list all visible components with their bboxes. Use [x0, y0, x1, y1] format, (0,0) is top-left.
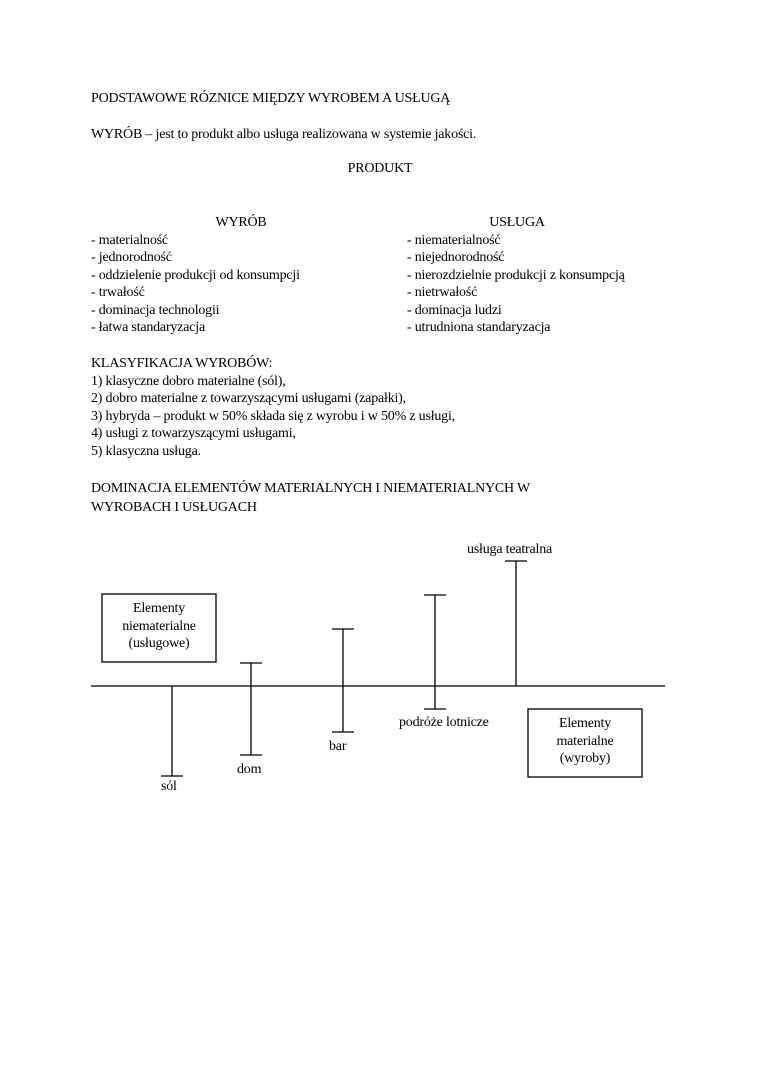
teatr-bar: [505, 561, 527, 686]
list-item: - niejednorodność: [407, 250, 505, 266]
list-item: 4) usługi z towarzyszącymi usługami,: [91, 426, 296, 442]
sol-label: sól: [161, 779, 177, 794]
list-item: - materialność: [91, 232, 168, 248]
page-title: PODSTAWOWE RÓZNICE MIĘDZY WYROBEM A USŁUGĄ: [91, 91, 451, 106]
list-item: - dominacja ludzi: [407, 302, 502, 318]
list-item: - oddzielenie produkcji od konsumpcji: [91, 267, 300, 283]
definition-text: WYRÓB – jest to produkt albo usługa realizowana w systemie jakości.: [91, 127, 477, 142]
list-item: - nietrwałość: [407, 285, 478, 301]
list-item: - trwałość: [91, 285, 145, 301]
dom-label: dom: [237, 762, 262, 777]
list-item: 3) hybryda – produkt w 50% składa się z wyrobu i w 50% z usługi,: [91, 408, 455, 424]
list-item: 2) dobro materialne z towarzyszącymi usługami (zapałki),: [91, 391, 406, 407]
list-item: - niematerialność: [407, 232, 501, 248]
list-item: - dominacja technologii: [91, 302, 220, 318]
list-item: 5) klasyczna usługa.: [91, 443, 201, 459]
list-item: - jednorodność: [91, 250, 172, 266]
teatr-label: usługa teatralna: [467, 542, 553, 557]
box-materialne-label: Elementy materialne (wyroby): [556, 716, 614, 766]
list-item: - utrudniona standaryzacja: [407, 320, 551, 336]
list-item: 1) klasyczne dobro materialne (sól),: [91, 373, 286, 389]
bar-label: bar: [329, 739, 347, 754]
box-niematerialne-label: Elementy niematerialne (usługowe): [122, 601, 196, 651]
produkt-heading: PRODUKT: [347, 161, 413, 176]
list-item: - nierozdzielnie produkcji z konsumpcją: [407, 267, 625, 283]
bar-bar: [332, 629, 354, 732]
dom-bar: [240, 663, 262, 755]
dominance-title: DOMINACJA ELEMENTÓW MATERIALNYCH I NIEMATERIALNYCH W WYROBACH I USŁUGACH: [91, 481, 530, 515]
list-item: - łatwa standaryzacja: [91, 320, 205, 336]
sol-bar: [161, 686, 183, 776]
wyrob-heading: WYRÓB: [215, 215, 267, 230]
podroze-label: podróże lotnicze: [399, 715, 489, 730]
usluga-heading: USŁUGA: [489, 215, 545, 230]
podroze-bar: [424, 595, 446, 709]
classification-title: KLASYFIKACJA WYROBÓW:: [91, 356, 273, 371]
